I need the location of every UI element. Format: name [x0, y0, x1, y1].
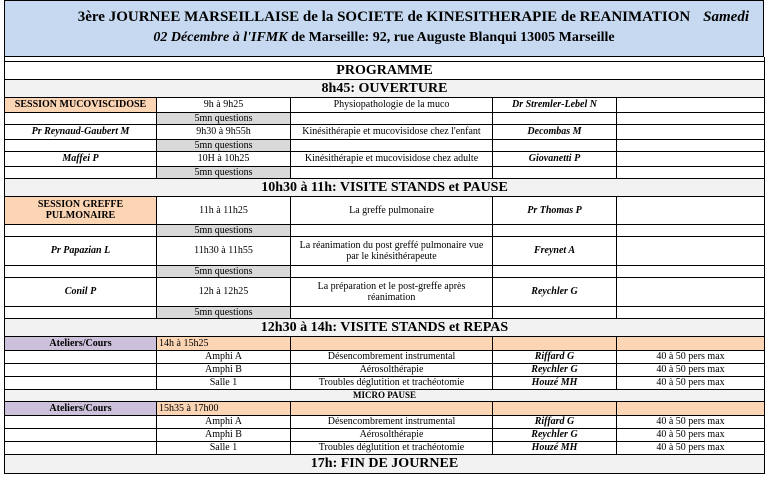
author-cell: Freynet A [493, 236, 617, 265]
empty-cell [5, 350, 157, 363]
empty-cell [493, 306, 617, 318]
questions-cell: 5mn questions [157, 166, 291, 178]
topic-cell: La préparation et le post-greffe après réanimation [291, 277, 493, 306]
topic-cell: Désencombrement instrumental [291, 350, 493, 363]
speaker-cell: Pr Papazian L [5, 236, 157, 265]
author-cell: Riffard G [493, 415, 617, 428]
empty-cell [617, 401, 765, 415]
topic-cell: Troubles déglutition et trachéotomie [291, 376, 493, 389]
author-cell: Dr Stremler-Lebel N [493, 97, 617, 112]
empty-cell [291, 265, 493, 277]
table-row [5, 350, 765, 363]
capacity-cell: 40 à 50 pers max [617, 428, 765, 441]
session-label: SESSION MUCOVISCIDOSE [5, 97, 157, 112]
table-row [5, 376, 765, 389]
empty-cell [617, 306, 765, 318]
session-label: SESSION GREFFE PULMONAIRE [5, 196, 157, 224]
capacity-cell: 40 à 50 pers max [617, 415, 765, 428]
empty-cell [617, 236, 765, 265]
topic-cell: La greffe pulmonaire [291, 196, 493, 224]
empty-cell [493, 139, 617, 151]
author-cell: Houzé MH [493, 376, 617, 389]
programme-sheet [4, 0, 764, 474]
empty-cell [5, 139, 157, 151]
room-cell: Salle 1 [157, 441, 291, 454]
capacity-cell: 40 à 50 pers max [617, 350, 765, 363]
empty-cell [5, 428, 157, 441]
empty-cell [5, 376, 157, 389]
author-cell: Giovanetti P [493, 151, 617, 166]
ateliers-label: Ateliers/Cours [5, 401, 157, 415]
empty-cell [617, 97, 765, 112]
empty-cell [493, 112, 617, 124]
empty-cell [617, 265, 765, 277]
empty-cell [617, 151, 765, 166]
topic-cell: Kinésithérapie et mucovisidose chez l'enfant [291, 124, 493, 139]
empty-cell [291, 139, 493, 151]
questions-row [5, 306, 765, 318]
ateliers-time: 14h à 15h25 [157, 336, 291, 350]
ateliers-row [5, 401, 765, 415]
questions-cell: 5mn questions [157, 224, 291, 236]
table-row [5, 428, 765, 441]
capacity-cell: 40 à 50 pers max [617, 363, 765, 376]
empty-cell [5, 224, 157, 236]
ateliers-time: 15h35 à 17h00 [157, 401, 291, 415]
empty-cell [617, 139, 765, 151]
table-row [5, 124, 765, 139]
room-cell: Salle 1 [157, 376, 291, 389]
empty-cell [291, 224, 493, 236]
questions-row [5, 224, 765, 236]
header-date: 02 Décembre à l'IFMK [153, 30, 288, 45]
table-row [5, 277, 765, 306]
break-band: 10h30 à 11h: VISITE STANDS et PAUSE [5, 178, 765, 196]
empty-cell [291, 166, 493, 178]
capacity-cell: 40 à 50 pers max [617, 441, 765, 454]
empty-cell [617, 224, 765, 236]
table-row [5, 415, 765, 428]
questions-row [5, 166, 765, 178]
opening-band: 8h45: OUVERTURE [5, 79, 765, 97]
questions-cell: 5mn questions [157, 306, 291, 318]
capacity-cell: 40 à 50 pers max [617, 376, 765, 389]
author-cell: Reychler G [493, 363, 617, 376]
table-row [5, 441, 765, 454]
empty-cell [291, 336, 493, 350]
empty-cell [617, 277, 765, 306]
room-cell: Amphi A [157, 350, 291, 363]
speaker-cell: Pr Reynaud-Gaubert M [5, 124, 157, 139]
table-row [5, 97, 765, 112]
empty-cell [493, 224, 617, 236]
table-row [5, 236, 765, 265]
time-cell: 9h30 à 9h55h [157, 124, 291, 139]
topic-cell: Kinésithérapie et mucovisidose chez adulte [291, 151, 493, 166]
speaker-cell: Conil P [5, 277, 157, 306]
header-title [5, 9, 763, 26]
empty-cell [5, 112, 157, 124]
empty-cell [5, 415, 157, 428]
author-cell: Reychler G [493, 277, 617, 306]
ateliers-label: Ateliers/Cours [5, 336, 157, 350]
room-cell: Amphi B [157, 428, 291, 441]
author-cell: Riffard G [493, 350, 617, 363]
header-title-text: 3ère JOURNEE MARSEILLAISE de la SOCIETE de KINESITHERAPIE de REANIMATION [77, 9, 691, 25]
time-cell: 10H à 10h25 [157, 151, 291, 166]
table-row [5, 363, 765, 376]
empty-cell [493, 336, 617, 350]
time-cell: 11h30 à 11h55 [157, 236, 291, 265]
topic-cell: Physiopathologie de la muco [291, 97, 493, 112]
empty-cell [5, 265, 157, 277]
empty-cell [5, 166, 157, 178]
ateliers-row [5, 336, 765, 350]
table-row [5, 196, 765, 224]
empty-cell [291, 112, 493, 124]
questions-cell: 5mn questions [157, 112, 291, 124]
empty-cell [617, 196, 765, 224]
questions-row [5, 112, 765, 124]
time-cell: 12h à 12h25 [157, 277, 291, 306]
break-band: 12h30 à 14h: VISITE STANDS et REPAS [5, 318, 765, 336]
questions-row [5, 265, 765, 277]
topic-cell: Aérosolthérapie [291, 363, 493, 376]
room-cell: Amphi B [157, 363, 291, 376]
questions-cell: 5mn questions [157, 139, 291, 151]
author-cell: Reychler G [493, 428, 617, 441]
empty-cell [617, 336, 765, 350]
topic-cell: Désencombrement instrumental [291, 415, 493, 428]
empty-cell [291, 306, 493, 318]
empty-cell [5, 306, 157, 318]
room-cell: Amphi A [157, 415, 291, 428]
programme-title: PROGRAMME [5, 61, 765, 79]
empty-cell [5, 441, 157, 454]
empty-cell [291, 401, 493, 415]
header-place: de Marseille: 92, rue Auguste Blanqui 13005 Marseille [287, 30, 615, 45]
empty-cell [493, 401, 617, 415]
questions-row [5, 139, 765, 151]
time-cell: 11h à 11h25 [157, 196, 291, 224]
topic-cell: Troubles déglutition et trachéotomie [291, 441, 493, 454]
author-cell: Decombas M [493, 124, 617, 139]
empty-cell [493, 166, 617, 178]
author-cell: Pr Thomas P [493, 196, 617, 224]
empty-cell [5, 363, 157, 376]
empty-cell [617, 166, 765, 178]
topic-cell: La réanimation du post greffé pulmonaire vue par le kinésithérapeute [291, 236, 493, 265]
empty-cell [493, 265, 617, 277]
time-cell: 9h à 9h25 [157, 97, 291, 112]
table-row [5, 151, 765, 166]
empty-cell [617, 112, 765, 124]
header-day: Samedi [703, 9, 749, 25]
programme-table [4, 57, 765, 474]
micro-pause-band: MICRO PAUSE [5, 389, 765, 401]
author-cell: Houzé MH [493, 441, 617, 454]
speaker-cell: Maffei P [5, 151, 157, 166]
header-subtitle [5, 30, 763, 46]
topic-cell: Aérosolthérapie [291, 428, 493, 441]
end-band: 17h: FIN DE JOURNEE [5, 454, 765, 473]
document-header [4, 0, 764, 57]
questions-cell: 5mn questions [157, 265, 291, 277]
empty-cell [617, 124, 765, 139]
